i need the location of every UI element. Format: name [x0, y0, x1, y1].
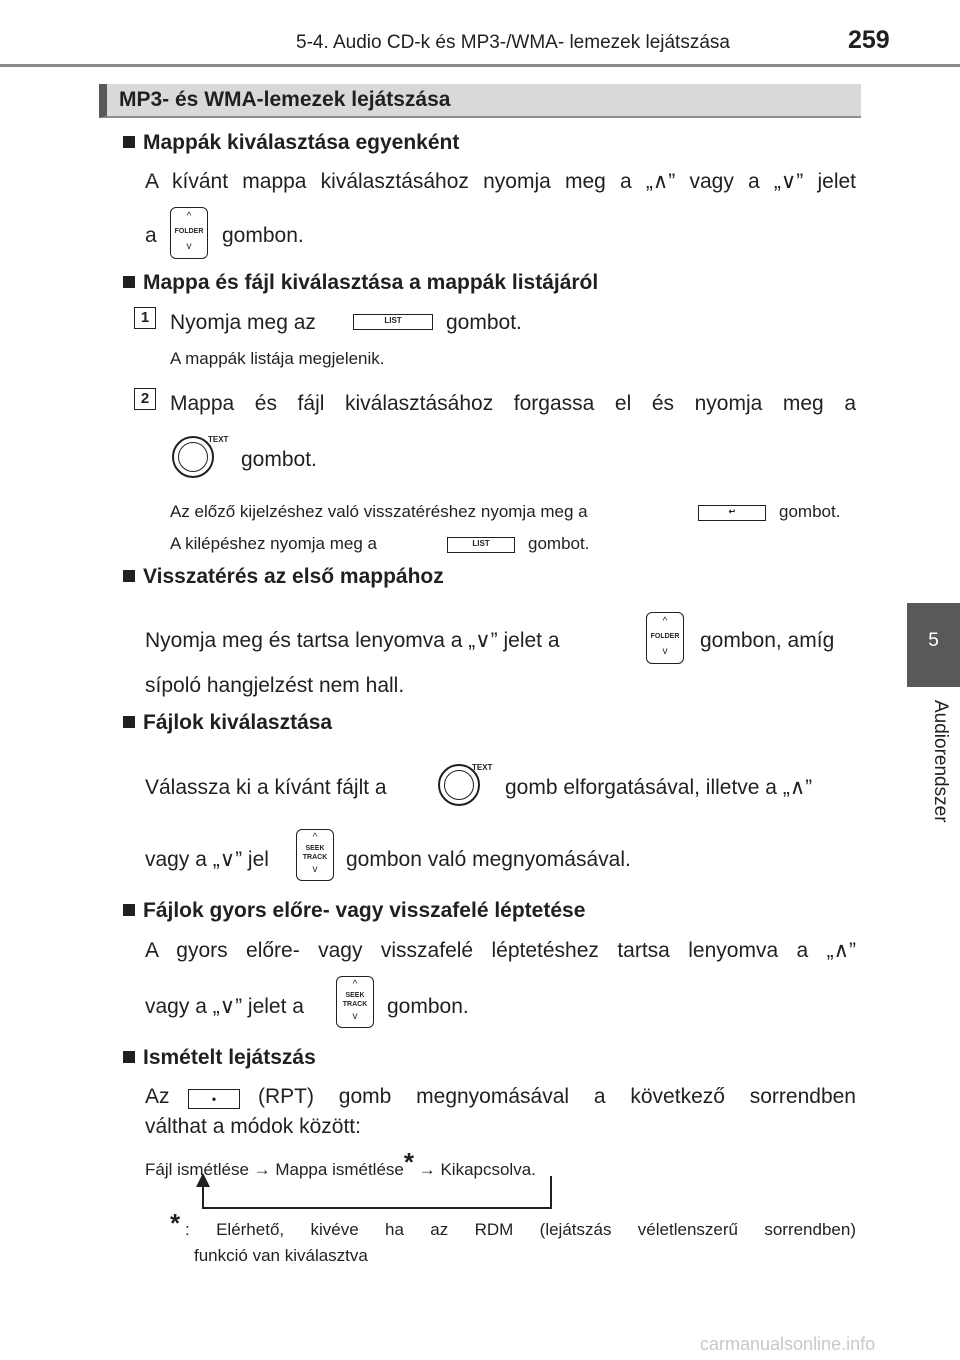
running-header-title: 5-4. Audio CD-k és MP3-/WMA- lemezek lejátszása — [296, 32, 730, 53]
button-label — [337, 991, 373, 1009]
page-number: 259 — [848, 26, 890, 54]
bullet-square-icon — [123, 904, 135, 916]
button-label: FOLDER — [174, 228, 204, 235]
button-label-line: SEEK — [305, 845, 325, 852]
paragraph-line: gombot. — [241, 448, 317, 471]
button-label: LIST — [384, 316, 402, 325]
paragraph-line: Nyomja meg és tartsa lenyomva a „∨” jelet a — [145, 629, 560, 652]
paragraph-line: A kívánt mappa kiválasztásához nyomja meg a „∧” vagy a „∨” jelet — [145, 170, 856, 193]
bullet-square-icon — [123, 136, 135, 148]
heading-text: Fájlok kiválasztása — [143, 711, 333, 734]
chapter-label: Audiorendszer — [930, 700, 951, 823]
paragraph-line: vagy a „∨” jel — [145, 848, 269, 871]
heading-text: Ismételt lejátszás — [143, 1046, 316, 1069]
button-label-line: SEEK — [345, 992, 365, 999]
chevron-down-icon: v — [312, 864, 318, 875]
heading-file-select — [123, 711, 332, 735]
paragraph-line: sípoló hangjelzést nem hall. — [145, 674, 405, 697]
button-label: ↩ — [728, 507, 736, 516]
button-label: LIST — [472, 539, 490, 548]
note-text: A mappák listája megjelenik. — [170, 349, 385, 368]
sequence-text: → Kikapcsolva. — [418, 1160, 536, 1179]
note-text: gombot. — [779, 502, 841, 521]
paragraph-line: Az — [145, 1085, 170, 1108]
note-text: Az előző kijelzéshez való visszatéréshez nyomja meg a — [170, 502, 588, 521]
footnote-text: : Elérhető, kivéve ha az RDM (lejátszás véletlenszerű sorrendben) — [185, 1220, 856, 1239]
chevron-up-icon: ^ — [186, 211, 192, 222]
button-label — [297, 844, 333, 862]
paragraph-line: gombon való megnyomásával. — [346, 848, 631, 871]
section-title: MP3- és WMA-lemezek lejátszása — [119, 88, 451, 111]
bullet-square-icon — [123, 276, 135, 288]
paragraph-line: vagy a „∨” jelet a — [145, 995, 304, 1018]
footnote-marker: * — [170, 1208, 181, 1238]
footnote-marker: * — [403, 1147, 414, 1177]
chevron-up-icon: ^ — [662, 616, 668, 627]
chevron-down-icon: v — [662, 646, 668, 657]
step-number-2: 2 — [134, 388, 156, 410]
heading-repeat — [123, 1046, 316, 1070]
button-label: • — [211, 1092, 217, 1106]
paragraph-line: a — [145, 224, 157, 247]
knob-label: TEXT — [208, 435, 229, 444]
heading-text: Mappa és fájl kiválasztása a mappák listájáról — [143, 271, 599, 294]
heading-text: Fájlok gyors előre- vagy visszafelé léptetése — [143, 899, 586, 922]
paragraph-line: gombon, amíg — [700, 629, 835, 652]
section-title-bar — [99, 84, 861, 118]
sequence-text: Fájl ismétlése → Mappa ismétlése — [145, 1160, 404, 1179]
seek-track-button-icon — [296, 829, 334, 881]
watermark: carmanualsonline.info — [700, 1334, 876, 1354]
paragraph-line: Nyomja meg az — [170, 311, 316, 334]
arrow-up-icon — [196, 1173, 210, 1187]
paragraph-line: (RPT) gomb megnyomásával a következő sorrendben — [258, 1085, 856, 1108]
button-label-line: TRACK — [302, 854, 328, 861]
paragraph-line: gombot. — [446, 311, 522, 334]
bullet-square-icon — [123, 1051, 135, 1063]
bullet-square-icon — [123, 570, 135, 582]
list-button-icon — [447, 537, 515, 553]
knob-label: TEXT — [472, 763, 493, 772]
chevron-up-icon: ^ — [312, 832, 318, 843]
seek-track-button-icon — [336, 976, 374, 1028]
paragraph-line: A gyors előre- vagy visszafelé léptetéshez tartsa lenyomva a „∧” — [145, 939, 856, 962]
chapter-number: 5 — [928, 630, 939, 651]
chevron-down-icon: v — [352, 1011, 358, 1022]
chevron-up-icon: ^ — [352, 979, 358, 990]
header-rule — [0, 64, 960, 67]
list-button-icon — [353, 314, 433, 330]
paragraph-line: gombon. — [222, 224, 304, 247]
heading-first-folder — [123, 565, 444, 589]
folder-button-icon — [170, 207, 208, 259]
paragraph-line: Mappa és fájl kiválasztásához forgassa el és nyomja meg a — [170, 392, 856, 415]
loop-arrow-line — [550, 1176, 552, 1209]
folder-button-icon — [646, 612, 684, 664]
chapter-tab — [907, 603, 960, 687]
heading-fast-forward — [123, 899, 585, 923]
rpt-button-icon — [188, 1089, 240, 1109]
heading-text: Mappák kiválasztása egyenként — [143, 131, 460, 154]
paragraph-line: gomb elforgatásával, illetve a „∧” — [505, 776, 813, 799]
heading-text: Visszatérés az első mappához — [143, 565, 444, 588]
footnote-text: funkció van kiválasztva — [194, 1246, 368, 1265]
paragraph-line: Válassza ki a kívánt fájlt a — [145, 776, 387, 799]
note-text: A kilépéshez nyomja meg a — [170, 534, 377, 553]
button-label: FOLDER — [650, 633, 680, 640]
heading-folder-select — [123, 131, 459, 155]
loop-arrow-line — [202, 1207, 552, 1209]
button-label-line: TRACK — [342, 1001, 368, 1008]
bullet-square-icon — [123, 716, 135, 728]
back-button-icon — [698, 505, 766, 521]
chevron-down-icon: v — [186, 241, 192, 252]
paragraph-line: gombon. — [387, 995, 469, 1018]
heading-folder-list — [123, 271, 598, 295]
step-number-1: 1 — [134, 307, 156, 329]
note-text: gombot. — [528, 534, 590, 553]
paragraph-line: válthat a módok között: — [145, 1115, 361, 1138]
